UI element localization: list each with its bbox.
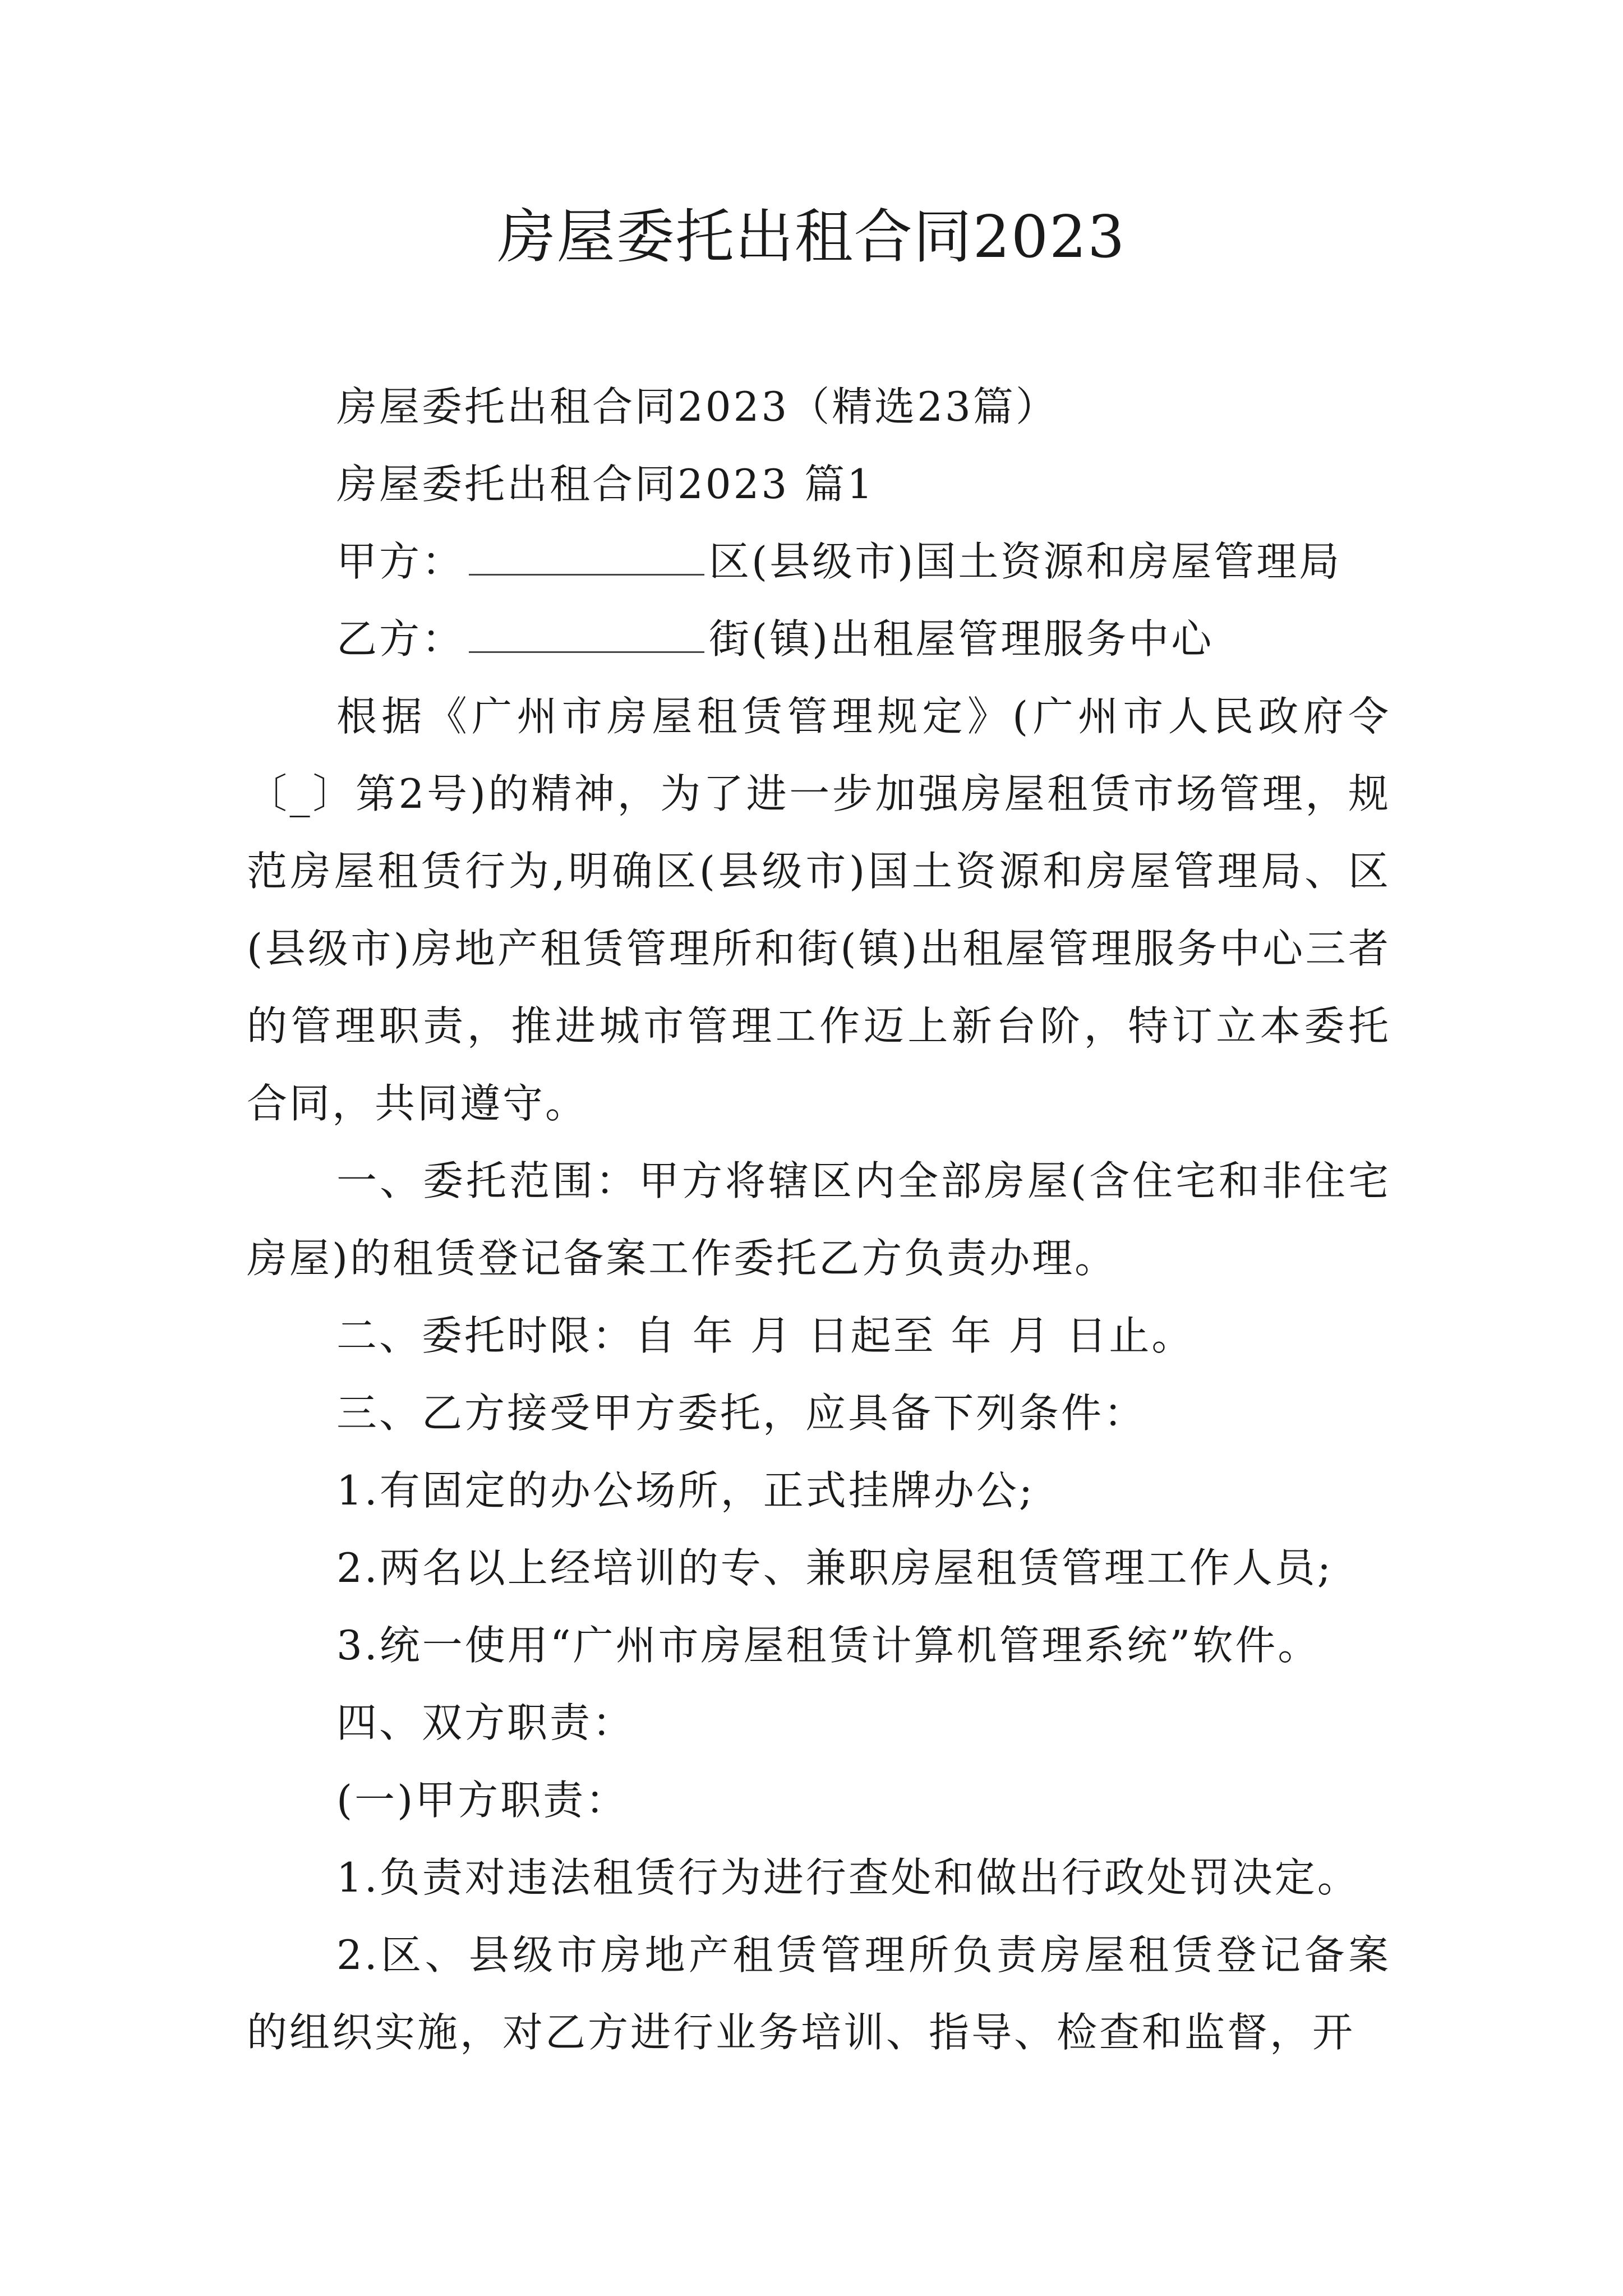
party-a-line (247, 523, 1391, 600)
party-b-line (247, 600, 1391, 678)
party-b-suffix: 街(镇)出租屋管理服务中心 (709, 615, 1214, 662)
paragraph-party-a-duties: (一)甲方职责： (336, 1777, 629, 1824)
paragraph-condition-3: 3.统一使用“广州市房屋租赁计算机管理系统”软件。 (336, 1622, 1321, 1669)
paragraph-preamble: 根据《广州市房屋租赁管理规定》(广州市人民政府令〔_〕第2号)的精神，为了进一步加强房屋租赁市场管理，规范房屋租赁行为,明确区(县级市)国土资源和房屋管理局、区(县级市)房地产租赁管理所和街(镇)出租屋管理服务中心三者的管理职责，推进城市管理工作迈上新台阶，特订立本委托合同，共同遵守。 (247, 693, 1391, 1127)
party-a-blank (469, 540, 704, 576)
paragraph-condition-2: 2.两名以上经培训的专、兼职房屋租赁管理工作人员; (336, 1544, 1333, 1591)
paragraph-conditions: 三、乙方接受甲方委托，应具备下列条件： (336, 1389, 1147, 1437)
document-body (247, 368, 1391, 2071)
paragraph-condition-1: 1.有固定的办公场所，正式挂牌办公; (336, 1467, 1035, 1514)
document-subtitle: 房屋委托出租合同2023（精选23篇） (336, 383, 1058, 430)
party-b-blank (469, 618, 704, 653)
paragraph-term: 二、委托时限：自 年 月 日起至 年 月 日止。 (336, 1312, 1195, 1359)
party-a-suffix: 区(县级市)国土资源和房屋管理局 (709, 538, 1342, 585)
paragraph-scope: 一、委托范围：甲方将辖区内全部房屋(含住宅和非住宅房屋)的租赁登记备案工作委托乙方负责办理。 (247, 1157, 1391, 1282)
party-a-label: 甲方： (336, 538, 465, 585)
paragraph-duties: 四、双方职责： (336, 1699, 635, 1746)
paragraph-duty-2: 2.区、县级市房地产租赁管理所负责房屋租赁登记备案的组织实施，对乙方进行业务培训、指导、检查和监督，开 (247, 1931, 1391, 2056)
paragraph-duty-1: 1.负责对违法租赁行为进行查处和做出行政处罚决定。 (336, 1854, 1360, 1901)
document-title: 房屋委托出租合同2023 (497, 203, 1126, 271)
section-heading: 房屋委托出租合同2023 篇1 (336, 461, 875, 508)
party-b-label: 乙方： (336, 615, 465, 662)
